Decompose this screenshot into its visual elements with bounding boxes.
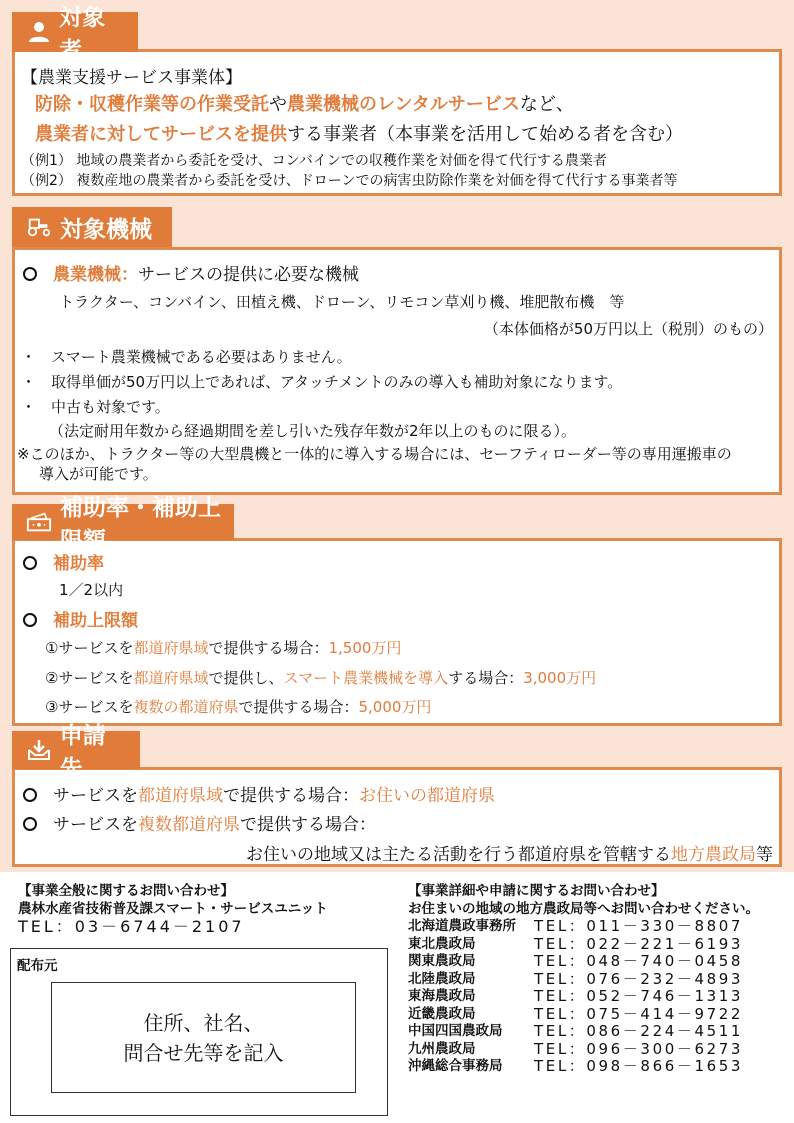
circle-bullet-icon (23, 556, 37, 570)
office-name: 北陸農政局 (408, 970, 476, 987)
note-line-2: 導入が可能です。 (39, 465, 158, 483)
cap-item-3 (45, 696, 431, 717)
office-row (408, 988, 788, 1006)
section-title: 対象機械 (60, 216, 152, 243)
machinery-box (12, 247, 782, 495)
office-tel: TEL：052－746－1313 (534, 987, 744, 1005)
apply-highlight: 複数都道府県 (138, 815, 240, 835)
cap-text: する場合： (448, 669, 524, 687)
cap-amount: 3,000万円 (523, 669, 597, 687)
machinery-text: サービスの提供に必要な機械 (138, 265, 359, 285)
apply-text: で提供する場合： (240, 815, 376, 835)
office-tel: TEL：076－232－4893 (534, 969, 744, 988)
rate-value: 1／2以内 (59, 581, 124, 599)
section-tab-machinery (12, 207, 172, 247)
machinery-bullet-2: ・ 取得単価が50万円以上であれば、アタッチメントのみの導入も補助対象になります。 (21, 373, 623, 391)
price-note: （本体価格が50万円以上（税別）のもの） (483, 320, 773, 338)
office-tel: TEL：086－224－4511 (534, 1022, 744, 1040)
machinery-bullet-1: ・ スマート農業機械である必要はありません。 (21, 348, 352, 366)
cap-text: で提供し、 (208, 669, 284, 687)
apply-row-2 (23, 810, 376, 835)
cap-highlight: スマート農業機械を導入 (283, 669, 449, 687)
office-name: 中国四国農政局 (408, 1023, 503, 1039)
target-line1 (35, 90, 574, 116)
contact-general-heading: 【事業全般に関するお問い合わせ】 (18, 883, 234, 899)
office-row (408, 1041, 788, 1059)
apply-destination: お住いの都道府県 (359, 786, 495, 806)
section-apply (12, 723, 782, 867)
office-row (408, 936, 788, 954)
office-row (408, 1058, 788, 1076)
section-target (12, 5, 782, 196)
target-example-2: （例2） 複数産地の農業者から委託を受け、ドローンでの病害虫防除作業を対価を得て代行する事業者等 (21, 173, 678, 189)
contact-general (18, 882, 398, 936)
cap-text: で提供する場合： (238, 698, 359, 716)
circle-bullet-icon (23, 613, 37, 627)
office-row (408, 1023, 788, 1041)
machinery-examples: トラクター、コンバイン、田植え機、ドローン、リモコン草刈り機、堆肥散布機 等 (59, 293, 625, 311)
cap-label: 補助上限額 (53, 611, 138, 631)
cap-item-1 (45, 637, 401, 658)
section-tab-subsidy (12, 495, 234, 554)
machinery-bullet-3: ・ 中古も対象です。 (21, 398, 170, 416)
section-title: 補助率・補助上限額 (60, 495, 221, 554)
contact-general-org: 農林水産省技術普及課スマート・サービスユニット (18, 901, 328, 917)
office-row (408, 1006, 788, 1024)
section-subsidy (12, 495, 782, 726)
distributor-placeholder (51, 982, 356, 1093)
service-type-2: 農業機械のレンタルサービス (287, 94, 520, 115)
target-highlight: 農業者に対してサービスを提供 (35, 124, 287, 145)
office-row (408, 918, 788, 936)
cap-text: ①サービスを (45, 639, 134, 657)
apply-text: サービスを (53, 786, 138, 806)
cap-text: ②サービスを (45, 669, 134, 687)
apply-row-3 (246, 840, 773, 865)
distributor-box (10, 948, 388, 1116)
cap-text: ③サービスを (45, 698, 134, 716)
circle-bullet-icon (23, 788, 37, 802)
apply-text: 等 (756, 845, 773, 865)
office-row (408, 953, 788, 971)
section-tab-apply (12, 723, 140, 782)
section-machinery (12, 207, 782, 497)
apply-highlight: 都道府県域 (138, 786, 223, 806)
target-box (12, 49, 782, 196)
office-tel: TEL：096－300－6273 (534, 1039, 744, 1058)
office-tel: TEL：098－866－1653 (534, 1057, 744, 1075)
apply-text: で提供する場合： (223, 786, 359, 806)
cap-amount: 5,000万円 (358, 698, 432, 716)
section-title: 申請先 (59, 723, 106, 782)
office-list (408, 918, 788, 1076)
circle-bullet-icon (23, 267, 37, 281)
cap-amount: 1,500万円 (328, 639, 402, 657)
person-icon (26, 19, 51, 45)
placeholder-line-1: 住所、社名、 (143, 1010, 264, 1035)
used-note: （法定耐用年数から経過期間を差し引いた残存年数が2年以上のものに限る）。 (49, 422, 577, 440)
connector: や (269, 94, 287, 115)
machinery-label: 農業機械： (53, 265, 138, 285)
inbox-download-icon (26, 737, 52, 763)
connector: など、 (519, 94, 574, 115)
rate-label: 補助率 (53, 554, 104, 574)
office-name: 北海道農政事務所 (408, 918, 516, 934)
subsidy-box (12, 538, 782, 726)
office-tel: TEL：022－221－6193 (534, 934, 744, 953)
money-icon (26, 509, 52, 535)
distributor-label: 配布元 (17, 958, 58, 974)
cap-highlight: 都道府県域 (133, 639, 209, 657)
section-title: 対象者 (59, 5, 106, 64)
note-line-1: ※このほか、トラクター等の大型農機と一体的に導入する場合には、セーフティローダー等の専用運搬車の (17, 445, 732, 463)
apply-text: お住いの地域又は主たる活動を行う都道府県を管轄する (246, 845, 671, 865)
cap-highlight: 都道府県域 (133, 669, 209, 687)
service-type-1: 防除・収穫作業等の作業受託 (35, 94, 269, 115)
office-name: 九州農政局 (408, 1040, 476, 1057)
office-name: 関東農政局 (408, 953, 476, 969)
office-tel: TEL：075－414－9722 (534, 1004, 744, 1023)
cap-row (23, 606, 138, 631)
section-tab-target (12, 5, 138, 64)
cap-item-2 (45, 667, 596, 688)
target-heading: 【農業支援サービス事業体】 (21, 68, 242, 88)
apply-destination: 地方農政局 (671, 845, 756, 865)
cap-highlight: 複数の都道府県 (133, 698, 239, 716)
circle-bullet-icon (23, 817, 37, 831)
contact-general-tel: TEL：03－6744－2107 (18, 917, 245, 936)
tractor-icon (26, 214, 52, 240)
placeholder-line-2: 問合せ先等を記入 (123, 1040, 284, 1065)
target-desc: する事業者（本事業を活用して始める者を含む） (287, 124, 683, 145)
office-name: 東北農政局 (408, 935, 476, 952)
apply-text: サービスを (53, 815, 138, 835)
target-line2 (35, 120, 683, 146)
contact-detail-heading: 【事業詳細や申請に関するお問い合わせ】 (408, 883, 665, 899)
office-name: 東海農政局 (408, 988, 476, 1004)
office-name: 沖縄総合事務局 (408, 1058, 503, 1074)
office-tel: TEL：048－740－0458 (534, 952, 744, 970)
office-name: 近畿農政局 (408, 1005, 476, 1022)
contact-detail-subheading: お住まいの地域の地方農政局等へお問い合わせください。 (408, 901, 759, 917)
office-row (408, 971, 788, 989)
contact-detail (408, 882, 788, 1076)
cap-text: で提供する場合： (208, 639, 329, 657)
office-tel: TEL：011－330－8807 (534, 917, 744, 935)
machinery-main (23, 260, 359, 285)
target-example-1: （例1） 地域の農業者から委託を受け、コンバインでの収穫作業を対価を得て代行する農業者 (21, 153, 607, 169)
apply-row-1 (23, 781, 495, 806)
